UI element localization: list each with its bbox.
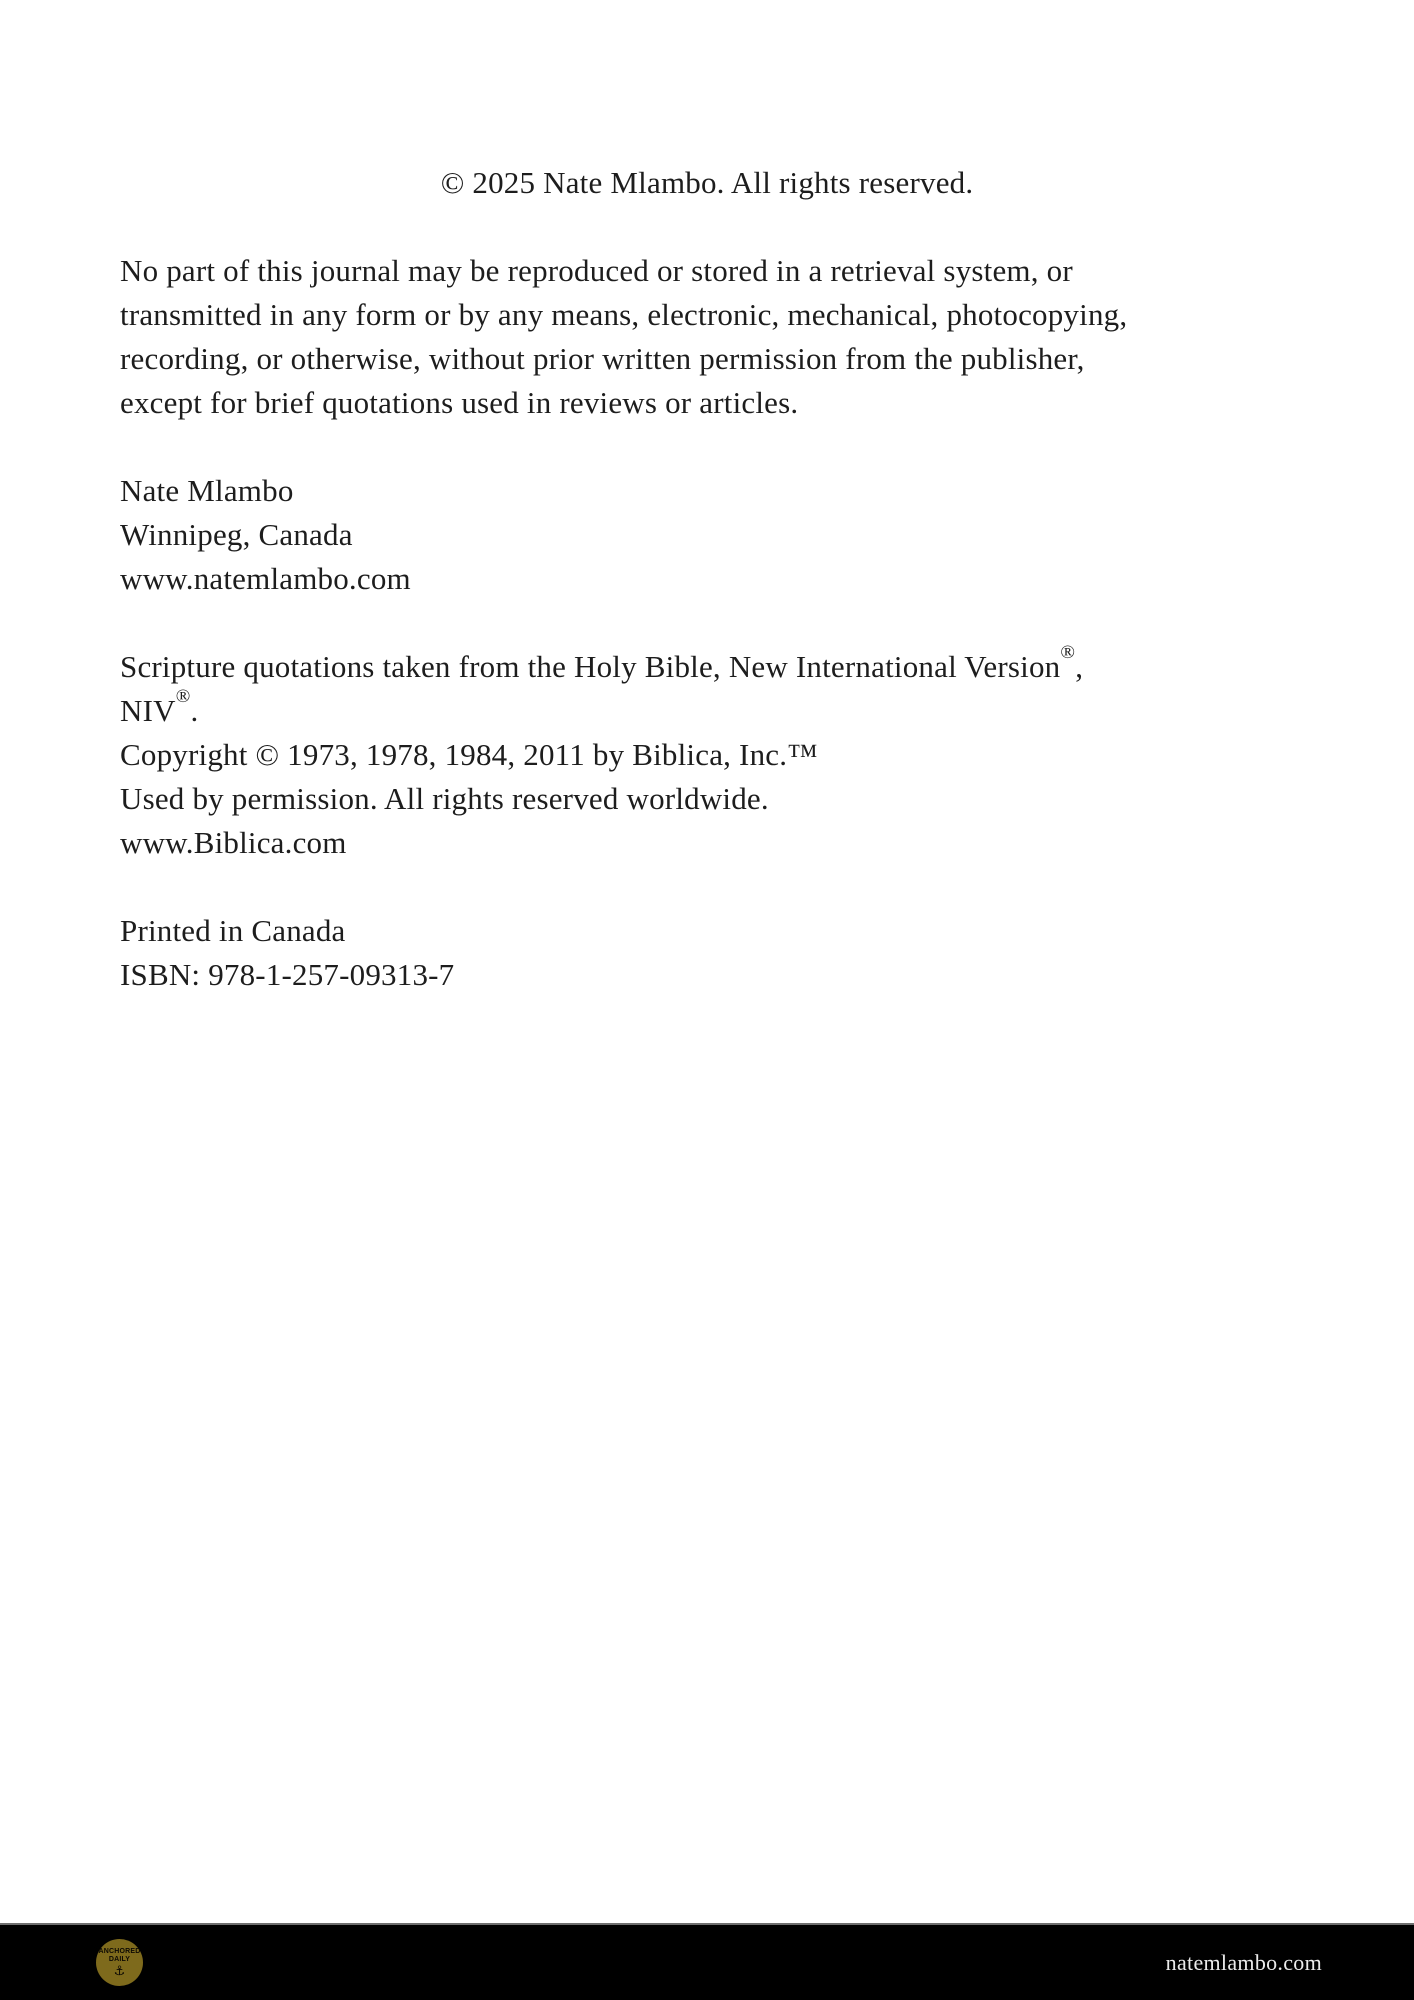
publisher-website: www.natemlambo.com xyxy=(120,561,411,596)
scripture-attribution-block xyxy=(120,641,1294,865)
scripture-copyright-line: Copyright © 1973, 1978, 1984, 2011 by Biblica, Inc.™ xyxy=(120,737,818,772)
biblica-website: www.Biblica.com xyxy=(120,825,347,860)
publisher-block xyxy=(120,469,1294,601)
anchored-daily-logo xyxy=(96,1939,143,1986)
rights-paragraph-line: transmitted in any form or by any means, electronic, mechanical, photocopying, xyxy=(120,297,1128,332)
copyright-line: © 2025 Nate Mlambo. All rights reserved. xyxy=(440,165,974,200)
rights-paragraph-line: No part of this journal may be reproduced or stored in a retrieval system, or xyxy=(120,253,1073,288)
scripture-permission-line: Used by permission. All rights reserved worldwide. xyxy=(120,781,769,816)
copyright-notice xyxy=(120,161,1294,205)
rights-paragraph-line: recording, or otherwise, without prior written permission from the publisher, xyxy=(120,341,1085,376)
printed-in-line: Printed in Canada xyxy=(120,913,346,948)
footer-website: natemlambo.com xyxy=(1165,1949,1322,1975)
isbn-line: ISBN: 978-1-257-09313-7 xyxy=(120,957,455,992)
scripture-attribution-line: NIV®. xyxy=(120,685,199,728)
rights-paragraph xyxy=(120,249,1294,425)
logo-text-anchored: ANCHORED xyxy=(98,1948,141,1955)
publisher-name: Nate Mlambo xyxy=(120,473,294,508)
print-info-block xyxy=(120,909,1294,997)
publisher-location: Winnipeg, Canada xyxy=(120,517,353,552)
scripture-attribution-line: Scripture quotations taken from the Holy Bible, New International Version®, xyxy=(120,641,1084,684)
logo-text-daily: DAILY xyxy=(108,1956,131,1963)
page-content xyxy=(120,161,1294,1041)
footer-bar xyxy=(0,1923,1414,2000)
rights-paragraph-line: except for brief quotations used in reviews or articles. xyxy=(120,385,799,420)
anchor-icon: ⚓ xyxy=(113,1964,126,1979)
